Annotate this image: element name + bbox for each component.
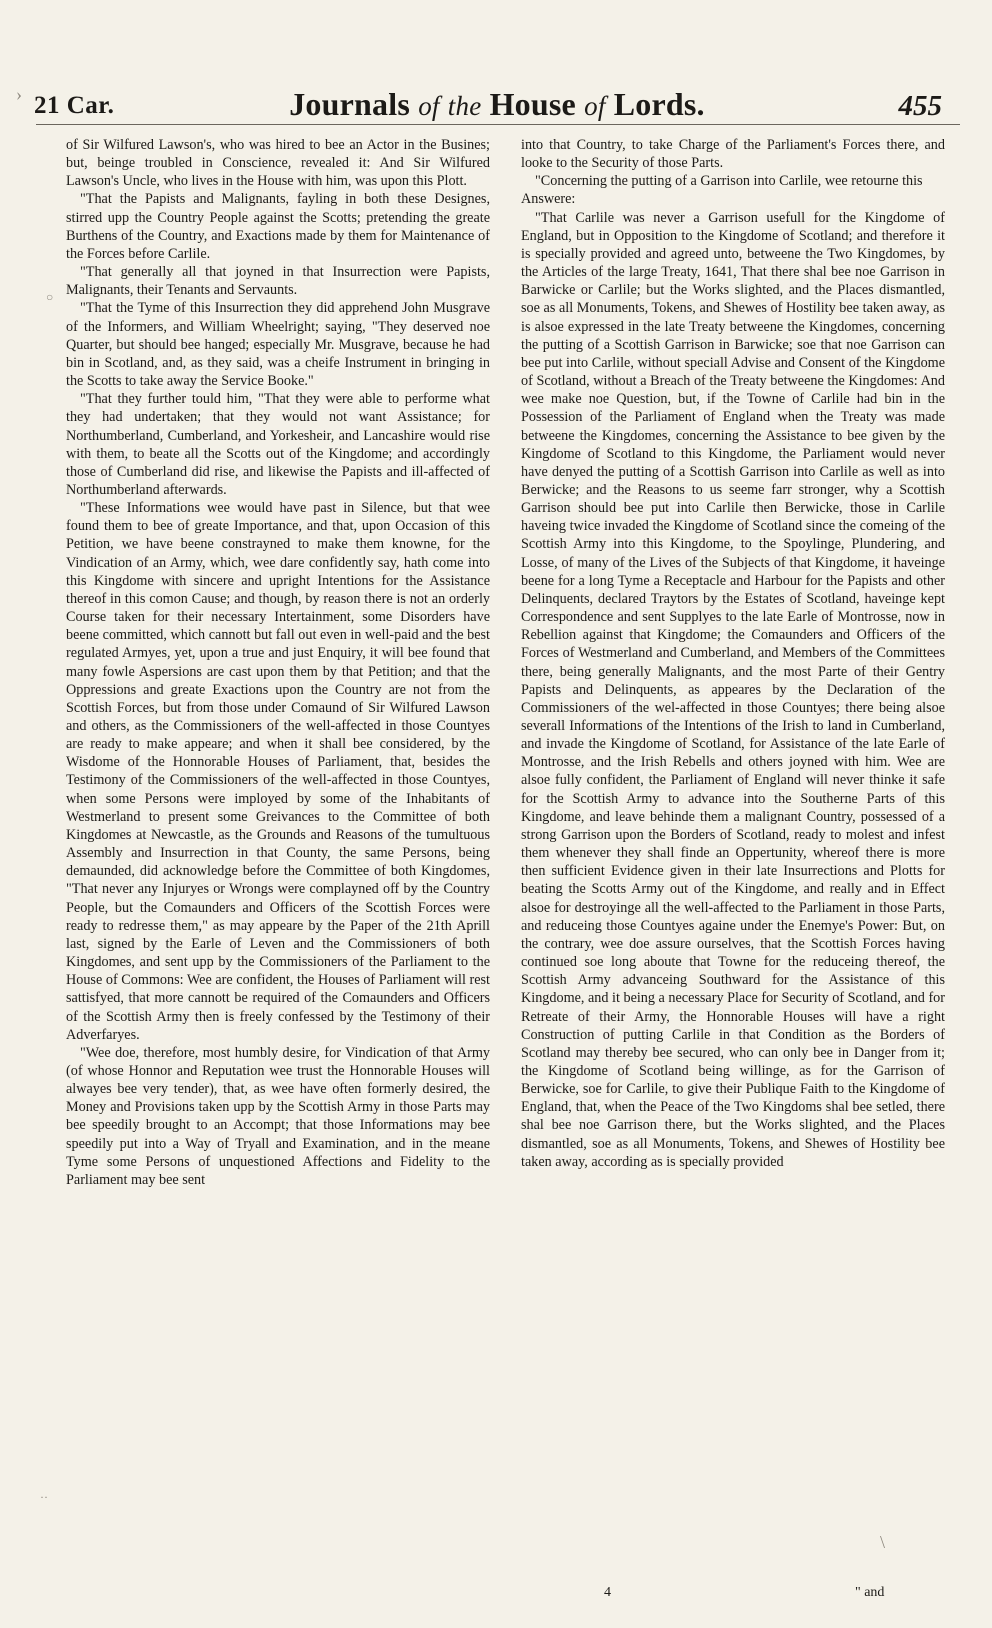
paragraph: "That Carlile was never a Garrison usefull for the Kingdome of England, but in Opposition to the Kingdome of Scotland; and therefore it is specially provided and agreed unto, betweene the Two Kingdomes, by the Articles of the large Treaty, 1641, That there shal bee noe Garrison in Barwicke or Carlile; but the Works slighted, and the Places dismantled, soe as all Monuments, Tokens, and Shewes of Hostility bee taken away, as is alsoe expressed in the late Treaty betweene the Kingdomes, concerning the putting of a Scottish Garrison in Barwicke; soe that noe Garrison can bee put into Carlile, without speciall Advise and Consent of the Kingdome of Scotland, without a Breach of the Treaty betweene the Kingdomes: And wee make noe Question, but, if the Towne of Carlile had bin in the Possession of the Parliament of England when the Treaty was made betweene the Kingdomes, concerning the Assistance to bee given by the Kingdome of Scotland to this Kingdome, the Parliament would never have denyed the putting of a Scottish Garrison into Carlile as well as into Berwicke; and the Reasons to us seeme farr stronger, why a Scottish Garrison should bee put into Carlile then Berwicke, those in Carlile haveing twice invaded the Kingdome of Scotland since the comeing of the Scottish Army into this Kingdome, to the Spoylinge, Plundering, and Losse, of many of the Lives of the Subjects of that Kingdome, it haveinge beene for a long Tyme a Receptacle and Harbour for the Papists and other Delinquents, declared Traytors by the Estates of Scotland, haveinge kept Correspondence and sent Supplyes to the late Earle of Montrosse, now in Rebellion against that Kingdome; the Comaunders and Officers of the Forces of Westmerland and Cumberland, and Members of the Committees there, being generally Malignants, and the most Parte of their Gentry Papists and Delinquents, as appeares by the Declaration of the Commissioners of the wel-affected in those Countyes; there being alsoe severall Informations of the Intentions of the Irish to land in Cumberland, and invade the Kingdome of Scotland, for Assistance of the late Earle of Montrosse, and the Irish Rebells and others joyned with him. Wee are alsoe fully confident, the Parliament of England will never thinke it safe for the Scottish Army to advance into the Southerne Parts of this Kingdome, and leave behinde them a malignant Country, possessed of a strong Garrison upon the Borders of Scotland, ready to molest and infest them whenever they shall finde an Oppertunity, whereof there is more then sufficient Evidence given in their late Insurrections and Plotts for beating the Scotts Army out of the Kingdome, and really and in Effect alsoe for destroyinge all the well-affected to the Parliament in those Parts, and reduceing those Countyes againe under the Enemye's Power: But, on the contrary, wee doe assure ourselves, that the Scottish Forces having continued soe long aboute that Towne for the reduceing thereof, the Scottish Army advanceing Southward for the Assistance of this Kingdome, and it being a necessary Place for Security of Scotland, and for Retreate of their Army, the Honnorable Houses will have a right Construction of putting Carlile in that Condition as the Borders of Scotland may thereby bee secured, who can only bee in Danger from it; the Kingdome of Scotland being willinge, as for the Garrison of Berwicke, soe for Carlile, to give their Publique Faith to the Kingdome of England, that, when the Peace of the Two Kingdoms shal bee setled, there shal bee noe Garrison there, but the Works slighted, and the Places dismantled, soe as all Monuments, Tokens, and Shewes of Hostility bee taken away, according as is specially provided [521, 209, 945, 1170]
page-number: 455 [898, 90, 942, 122]
signature-mark: 4 [604, 1585, 611, 1600]
title-word-journals: Journals [289, 86, 410, 122]
title-word-of: of [418, 91, 440, 121]
paragraph: "Wee doe, therefore, most humbly desire, for Vindication of that Army (of whose Honnor and Reputation wee trust the Honnorable Houses will alwayes bee very tender), that, as wee have often formerly desired, the Money and Provisions taken upp by the Scottish Army in those Parts may bee speedily brought to an Accompt; that those Informations may bee speedily put into a Way of Tryall and Examination, and in the meane Tyme some Persons of unquestioned Affections and Fidelity to the Parliament may bee sent [66, 1044, 490, 1188]
paragraph: "Concerning the putting of a Garrison into Carlile, wee retourne this Answere: [521, 173, 923, 208]
header-rule [36, 124, 960, 125]
right-column [521, 136, 945, 1171]
paragraph: into that Country, to take Charge of the Parliament's Forces there, and looke to the Security of those Parts. [521, 137, 945, 172]
title-word-the: the [447, 91, 482, 121]
regnal-year: 21 Car. [34, 92, 115, 119]
title-word-house: House [489, 86, 576, 122]
paragraph: "That the Papists and Malignants, fayling in both these Designes, stirred upp the Country People against the Scotts; pretending the greate Burthens of the Country, and Exactions made by them for Maintenance of the Forces before Carlile. [66, 191, 490, 262]
paragraph: "That the Tyme of this Insurrection they did apprehend John Musgrave of the Informers, and William Wheelright; saying, "They deserved noe Quarter, but should bee hanged; especially Mr. Musgrave, because he had bin in Scotland, and, as they said, was a cheife Instrument in bringing in the Scotts to take away the Service Booke." [66, 300, 490, 390]
margin-mark: ·· [40, 1490, 48, 1504]
paragraph: of Sir Wilfured Lawson's, who was hired to bee an Actor in the Busines; but, beinge troubled in Conscience, revealed it: And Sir Wilfured Lawson's Uncle, who lives in the House with him, was upon this Plott. [66, 137, 490, 190]
catchword: " and [855, 1585, 885, 1600]
left-column [66, 136, 490, 1189]
margin-mark: \ [880, 1532, 886, 1552]
paragraph: "That generally all that joyned in that Insurrection were Papists, Malignants, their Tenants and Servaunts. [66, 264, 490, 299]
running-header [30, 76, 964, 124]
paragraph: "These Informations wee would have past in Silence, but that wee found them to bee of greate Importance, and that, upon Occasion of this Petition, we have beene constrayned to make them knowne, for the Vindication of an Army, which, wee dare confidently say, hath come into this Kingdome with sincere and upright Intentions for the Assistance thereof in this comon Cause; and though, by reason there is not an orderly Course taken for their necessary Intertainment, some Disorders have beene committed, which cannott but fall out even in well-paid and the best regulated Armyes, yet, upon a true and just Enquiry, it will bee found that many fowle Aspersions are cast upon them by that Petition; and that the Oppressions and greate Exactions upon the Country are not from the Scottish Forces, but from those under Comaund of Sir Wilfured Lawson and others, as the Commissioners of the well-affected in those Countyes are ready to make appeare; and when it shall bee considered, by the Wisdome of the Honnorable Houses of Parliament, that, besides the Testimony of the Commissioners of the well-affected in those Countyes, when some Persons were imployed by some of the Inhabitants of Westmerland to present some Greivances to the Committee of both Kingdomes at Newcastle, as the Grounds and Reasons of the tumultuous Assembly and Insurrection in that County, the same Persons, being demaunded, did acknowledge before the Committee of both Kingdomes, "That never any Injuryes or Wrongs were complayned off by the Country People, but the Comaunders and Officers of the Scottish Forces were ready to redresse them," as may appeare by the Paper of the 21th Aprill last, signed by the Earle of Leven and the Commissioners of both Kingdomes, and sent upp by the Commissioners of the Parliament to the House of Commons: Wee are confident, the Houses of Parliament will rest sattisfyed, that more cannott be required of the Comaunders and Officers of the Scottish Army then is freely confessed by the Testimony of their Adverfaryes. [66, 500, 490, 1043]
margin-mark: › [16, 84, 22, 104]
paragraph: "That they further tould him, "That they were able to performe what they had undertaken; that they would not want Assistance; for Northumberland, Cumberland, and Yorkesheir, and Lancashire would rise with them, to beate all the Scotts out of the Kingdome; and accordingly those of Cumberland did rise, and likewise the Papists and ill-affected of Northumberland afterwards. [66, 391, 490, 498]
journal-title [30, 86, 964, 123]
margin-mark: ○ [46, 290, 54, 304]
title-word-lords: Lords. [613, 86, 705, 122]
title-word-of-2: of [584, 91, 606, 121]
